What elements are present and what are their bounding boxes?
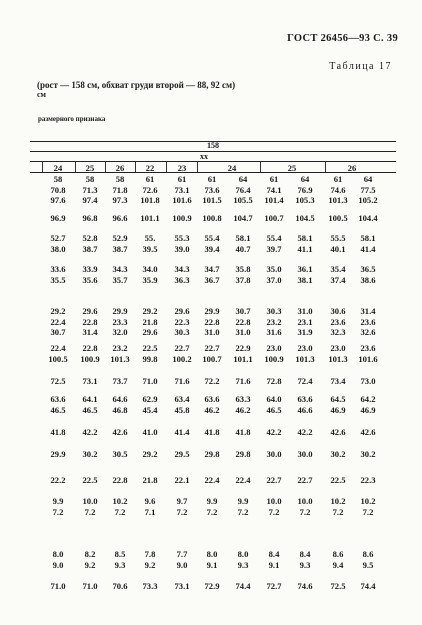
header-rule-mid <box>30 151 396 152</box>
table-cell: 10.0 <box>297 496 313 506</box>
table-cell: 61 <box>145 174 155 184</box>
table-cell: 39.5 <box>142 243 158 254</box>
table-cell: 32.0 <box>112 327 128 337</box>
table-cell: 73.1 <box>82 376 98 386</box>
table-cell: 30.7 <box>50 327 66 337</box>
table-cell: 7.2 <box>299 506 311 517</box>
column-header: 22 <box>145 163 155 173</box>
table-cell: 9.3 <box>114 559 126 570</box>
table-cell: 10.2 <box>360 496 376 506</box>
table-cell: 9.0 <box>52 559 64 570</box>
table-label: Таблица 17 <box>329 61 392 72</box>
table-cell: 100.5 <box>328 213 348 223</box>
table-cell: 63.6 <box>204 394 220 404</box>
column-separator <box>105 162 106 172</box>
table-cell: 7.2 <box>84 506 96 517</box>
table-cell: 8.4 <box>268 549 280 559</box>
table-cell: 34.0 <box>142 264 158 274</box>
table-cell: 7.2 <box>114 506 126 517</box>
table-cell: 31.4 <box>360 306 376 316</box>
table-cell: 64 <box>300 174 310 184</box>
table-cell: 22.7 <box>204 343 220 353</box>
height-group-label: 158 <box>207 141 219 150</box>
table-cell: 22.1 <box>174 475 190 485</box>
table-cell: 52.9 <box>112 233 128 243</box>
table-cell: 31.4 <box>82 327 98 337</box>
table-cell: 8.2 <box>84 549 96 559</box>
table-cell: 46.8 <box>112 404 128 415</box>
table-cell: 31.0 <box>204 327 220 337</box>
column-header: 26 <box>347 163 357 173</box>
table-cell: 29.9 <box>112 306 128 316</box>
table-cell: 22.5 <box>82 475 98 485</box>
table-cell: 7.2 <box>237 506 249 517</box>
table-cell: 63.4 <box>174 394 190 404</box>
table-cell: 64.1 <box>82 394 98 404</box>
table-cell: 101.1 <box>233 353 253 364</box>
table-cell: 22.4 <box>204 475 220 485</box>
table-cell: 39.4 <box>204 243 220 254</box>
table-cell: 76.9 <box>297 184 313 195</box>
table-cell: 10.0 <box>266 496 282 506</box>
column-separator <box>42 162 43 172</box>
table-cell: 8.6 <box>332 549 344 559</box>
column-separator <box>166 162 167 172</box>
table-cell: 105.2 <box>358 195 378 205</box>
table-cell: 62.9 <box>142 394 158 404</box>
table-cell: 9.1 <box>206 559 218 570</box>
table-cell: 74.6 <box>297 581 313 591</box>
table-cell: 22.7 <box>174 343 190 353</box>
table-cell: 7.2 <box>52 506 64 517</box>
table-cell: 32.6 <box>360 327 376 337</box>
table-cell: 63.6 <box>50 394 66 404</box>
table-cell: 73.3 <box>142 581 158 591</box>
table-cell: 46.5 <box>82 404 98 415</box>
table-cell: 52.8 <box>82 233 98 243</box>
table-cell: 29.5 <box>174 449 190 459</box>
table-cell: 73.0 <box>360 376 376 386</box>
table-cell: 33.6 <box>50 264 66 274</box>
table-cell: 46.9 <box>360 404 376 415</box>
table-cell: 74.6 <box>330 184 346 195</box>
table-cell: 72.5 <box>330 581 346 591</box>
table-cell: 36.3 <box>174 274 190 285</box>
table-cell: 9.9 <box>206 496 218 506</box>
table-cell: 23.0 <box>297 343 313 353</box>
table-cell: 29.8 <box>204 449 220 459</box>
table-cell: 71.6 <box>174 376 190 386</box>
table-cell: 23.6 <box>360 316 376 327</box>
table-cell: 41.4 <box>174 427 190 437</box>
table-cell: 101.6 <box>358 353 378 364</box>
table-cell: 104.7 <box>233 213 253 223</box>
table-cell: 30.3 <box>266 306 282 316</box>
table-cell: 41.8 <box>50 427 66 437</box>
table-cell: 72.7 <box>266 581 282 591</box>
xx-group-label: хх <box>200 152 208 161</box>
table-cell: 42.6 <box>112 427 128 437</box>
table-cell: 8.4 <box>299 549 311 559</box>
table-cell: 35.4 <box>330 264 346 274</box>
table-cell: 37.4 <box>330 274 346 285</box>
table-cell: 101.8 <box>140 195 160 205</box>
table-cell: 22.7 <box>297 475 313 485</box>
table-cell: 30.3 <box>174 327 190 337</box>
table-cell: 96.8 <box>82 213 98 223</box>
table-cell: 22.8 <box>82 316 98 327</box>
table-cell: 22.3 <box>174 316 190 327</box>
table-cell: 29.9 <box>204 306 220 316</box>
table-cell: 45.4 <box>142 404 158 415</box>
table-cell: 22.8 <box>204 316 220 327</box>
table-cell: 39.0 <box>174 243 190 254</box>
table-cell: 23.1 <box>297 316 313 327</box>
units-label: см <box>37 90 46 99</box>
table-cell: 71.6 <box>235 376 251 386</box>
table-cell: 29.6 <box>82 306 98 316</box>
table-cell: 58.1 <box>360 233 376 243</box>
table-cell: 100.9 <box>172 213 192 223</box>
table-cell: 55.5 <box>330 233 346 243</box>
table-cell: 9.3 <box>237 559 249 570</box>
table-cell: 100.8 <box>202 213 222 223</box>
table-cell: 41.8 <box>204 427 220 437</box>
table-cell: 8.0 <box>52 549 64 559</box>
table-cell: 37.8 <box>235 274 251 285</box>
table-cell: 52.7 <box>50 233 66 243</box>
table-cell: 73.1 <box>174 184 190 195</box>
table-cell: 61 <box>207 174 217 184</box>
table-cell: 41.1 <box>297 243 313 254</box>
table-cell: 101.3 <box>328 195 348 205</box>
table-cell: 9.7 <box>176 496 188 506</box>
table-cell: 9.2 <box>84 559 96 570</box>
column-separator <box>197 162 198 172</box>
table-cell: 72.8 <box>266 376 282 386</box>
column-header: 25 <box>85 163 95 173</box>
table-cell: 73.4 <box>330 376 346 386</box>
table-cell: 100.7 <box>202 353 222 364</box>
column-header: 25 <box>287 163 297 173</box>
table-cell: 46.5 <box>50 404 66 415</box>
table-cell: 63.6 <box>297 394 313 404</box>
table-cell: 74.4 <box>235 581 251 591</box>
table-cell: 37.0 <box>266 274 282 285</box>
table-subtitle: (рост — 158 см, обхват груди второй — 88, 92 см) <box>37 80 236 90</box>
table-cell: 36.1 <box>297 264 313 274</box>
table-cell: 104.5 <box>295 213 315 223</box>
table-cell: 40.7 <box>235 243 251 254</box>
table-cell: 31.0 <box>297 306 313 316</box>
table-cell: 101.6 <box>172 195 192 205</box>
table-cell: 22.4 <box>235 475 251 485</box>
table-cell: 8.6 <box>362 549 374 559</box>
table-cell: 35.9 <box>142 274 158 285</box>
table-cell: 7.2 <box>176 506 188 517</box>
column-header: 26 <box>115 163 125 173</box>
table-cell: 46.2 <box>204 404 220 415</box>
column-header: 23 <box>177 163 187 173</box>
table-cell: 61 <box>177 174 187 184</box>
table-cell: 45.8 <box>174 404 190 415</box>
table-cell: 61 <box>269 174 279 184</box>
table-cell: 96.9 <box>50 213 66 223</box>
table-cell: 35.6 <box>82 274 98 285</box>
table-cell: 64 <box>363 174 373 184</box>
table-cell: 64.6 <box>112 394 128 404</box>
table-cell: 73.1 <box>174 581 190 591</box>
table-cell: 30.7 <box>235 306 251 316</box>
table-cell: 29.6 <box>174 306 190 316</box>
table-cell: 96.6 <box>112 213 128 223</box>
table-cell: 22.5 <box>142 343 158 353</box>
table-cell: 46.5 <box>266 404 282 415</box>
table-cell: 35.7 <box>112 274 128 285</box>
header-rule-low <box>30 161 396 162</box>
table-cell: 22.3 <box>360 475 376 485</box>
table-cell: 72.4 <box>297 376 313 386</box>
table-cell: 7.7 <box>176 549 188 559</box>
table-cell: 64.2 <box>360 394 376 404</box>
table-cell: 70.6 <box>112 581 128 591</box>
table-cell: 9.0 <box>176 559 188 570</box>
table-cell: 31.9 <box>297 327 313 337</box>
table-cell: 29.6 <box>142 327 158 337</box>
table-cell: 7.8 <box>144 549 156 559</box>
table-cell: 7.2 <box>268 506 280 517</box>
table-cell: 35.0 <box>266 264 282 274</box>
table-cell: 30.6 <box>330 306 346 316</box>
table-cell: 73.6 <box>204 184 220 195</box>
table-cell: 38.7 <box>82 243 98 254</box>
table-cell: 23.6 <box>330 316 346 327</box>
table-cell: 30.2 <box>360 449 376 459</box>
table-cell: 64 <box>238 174 248 184</box>
table-cell: 9.5 <box>362 559 374 570</box>
table-cell: 105.5 <box>233 195 253 205</box>
table-cell: 72.9 <box>204 581 220 591</box>
table-cell: 100.7 <box>264 213 284 223</box>
table-cell: 101.1 <box>140 213 160 223</box>
table-cell: 41.4 <box>360 243 376 254</box>
table-cell: 61 <box>333 174 343 184</box>
table-cell: 34.7 <box>204 264 220 274</box>
table-cell: 39.7 <box>266 243 282 254</box>
table-cell: 22.8 <box>82 343 98 353</box>
table-cell: 71.0 <box>50 581 66 591</box>
table-cell: 34.3 <box>174 264 190 274</box>
table-cell: 77.5 <box>360 184 376 195</box>
table-cell: 101.3 <box>110 353 130 364</box>
table-cell: 104.4 <box>358 213 378 223</box>
table-cell: 29.2 <box>142 449 158 459</box>
table-cell: 30.2 <box>330 449 346 459</box>
table-cell: 101.3 <box>328 353 348 364</box>
table-cell: 29.9 <box>50 449 66 459</box>
table-cell: 74.4 <box>360 581 376 591</box>
table-cell: 100.5 <box>48 353 68 364</box>
table-cell: 100.9 <box>80 353 100 364</box>
table-cell: 29.2 <box>142 306 158 316</box>
column-header: 24 <box>227 163 237 173</box>
table-cell: 55. <box>144 233 156 243</box>
table-cell: 23.2 <box>112 343 128 353</box>
table-cell: 42.6 <box>360 427 376 437</box>
table-cell: 10.2 <box>330 496 346 506</box>
table-cell: 22.8 <box>235 316 251 327</box>
table-cell: 58 <box>85 174 95 184</box>
table-cell: 7.2 <box>332 506 344 517</box>
table-cell: 101.4 <box>264 195 284 205</box>
column-separator <box>135 162 136 172</box>
table-cell: 73.7 <box>112 376 128 386</box>
table-cell: 22.7 <box>266 475 282 485</box>
table-cell: 23.2 <box>266 316 282 327</box>
table-cell: 30.0 <box>266 449 282 459</box>
table-cell: 74.1 <box>266 184 282 195</box>
table-cell: 31.6 <box>266 327 282 337</box>
table-cell: 71.8 <box>112 184 128 195</box>
table-cell: 46.6 <box>297 404 313 415</box>
table-cell: 30.2 <box>82 449 98 459</box>
table-cell: 9.1 <box>268 559 280 570</box>
table-cell: 70.8 <box>50 184 66 195</box>
table-cell: 22.5 <box>330 475 346 485</box>
table-cell: 23.0 <box>266 343 282 353</box>
table-cell: 63.3 <box>235 394 251 404</box>
table-cell: 38.0 <box>50 243 66 254</box>
table-cell: 31.0 <box>235 327 251 337</box>
table-cell: 42.2 <box>82 427 98 437</box>
table-cell: 23.3 <box>112 316 128 327</box>
column-header: 24 <box>53 163 63 173</box>
table-cell: 21.8 <box>142 316 158 327</box>
table-cell: 58.1 <box>297 233 313 243</box>
table-cell: 71.0 <box>82 581 98 591</box>
table-cell: 22.4 <box>50 343 66 353</box>
table-cell: 7.2 <box>206 506 218 517</box>
table-cell: 22.2 <box>50 475 66 485</box>
table-cell: 23.0 <box>330 343 346 353</box>
table-cell: 9.9 <box>52 496 64 506</box>
table-cell: 55.4 <box>204 233 220 243</box>
table-cell: 97.3 <box>112 195 128 205</box>
table-cell: 64.0 <box>266 394 282 404</box>
table-cell: 72.2 <box>204 376 220 386</box>
table-cell: 9.2 <box>144 559 156 570</box>
table-cell: 72.5 <box>50 376 66 386</box>
table-cell: 46.9 <box>330 404 346 415</box>
table-cell: 76.4 <box>235 184 251 195</box>
table-cell: 21.8 <box>142 475 158 485</box>
table-cell: 35.5 <box>50 274 66 285</box>
column-separator <box>260 162 261 172</box>
table-cell: 9.4 <box>332 559 344 570</box>
table-cell: 105.3 <box>295 195 315 205</box>
table-cell: 29.2 <box>50 306 66 316</box>
table-cell: 97.4 <box>82 195 98 205</box>
table-cell: 42.6 <box>330 427 346 437</box>
table-cell: 64.5 <box>330 394 346 404</box>
table-cell: 101.3 <box>295 353 315 364</box>
table-cell: 34.3 <box>112 264 128 274</box>
table-cell: 10.0 <box>82 496 98 506</box>
column-separator <box>325 162 326 172</box>
table-cell: 71.3 <box>82 184 98 195</box>
column-separator <box>75 162 76 172</box>
table-cell: 8.0 <box>237 549 249 559</box>
table-cell: 9.9 <box>237 496 249 506</box>
table-cell: 7.1 <box>144 506 156 517</box>
table-cell: 8.5 <box>114 549 126 559</box>
table-cell: 7.2 <box>362 506 374 517</box>
table-cell: 58 <box>53 174 63 184</box>
page-number-header: ГОСТ 26456—93 С. 39 <box>287 33 398 44</box>
table-cell: 58 <box>115 174 125 184</box>
table-cell: 30.0 <box>297 449 313 459</box>
table-cell: 10.2 <box>112 496 128 506</box>
table-cell: 71.0 <box>142 376 158 386</box>
feature-label: размерного признака <box>38 115 106 123</box>
table-cell: 42.2 <box>297 427 313 437</box>
table-cell: 38.6 <box>360 274 376 285</box>
table-cell: 97.6 <box>50 195 66 205</box>
table-cell: 36.5 <box>360 264 376 274</box>
table-cell: 40.1 <box>330 243 346 254</box>
table-cell: 100.9 <box>264 353 284 364</box>
table-cell: 42.2 <box>266 427 282 437</box>
table-cell: 38.1 <box>297 274 313 285</box>
table-cell: 22.9 <box>235 343 251 353</box>
table-cell: 36.7 <box>204 274 220 285</box>
table-cell: 9.6 <box>144 496 156 506</box>
table-cell: 9.3 <box>299 559 311 570</box>
table-cell: 23.6 <box>360 343 376 353</box>
table-cell: 100.2 <box>172 353 192 364</box>
table-cell: 101.5 <box>202 195 222 205</box>
table-cell: 99.8 <box>142 353 158 364</box>
table-cell: 72.6 <box>142 184 158 195</box>
table-cell: 32.3 <box>330 327 346 337</box>
table-cell: 46.2 <box>235 404 251 415</box>
table-cell: 22.8 <box>112 475 128 485</box>
table-cell: 58.1 <box>235 233 251 243</box>
table-cell: 55.4 <box>266 233 282 243</box>
table-cell: 33.9 <box>82 264 98 274</box>
table-cell: 29.8 <box>235 449 251 459</box>
table-cell: 22.4 <box>50 316 66 327</box>
table-cell: 55.3 <box>174 233 190 243</box>
table-cell: 41.0 <box>142 427 158 437</box>
table-cell: 35.8 <box>235 264 251 274</box>
table-cell: 30.5 <box>112 449 128 459</box>
table-cell: 38.7 <box>112 243 128 254</box>
table-cell: 8.0 <box>206 549 218 559</box>
table-cell: 41.8 <box>235 427 251 437</box>
